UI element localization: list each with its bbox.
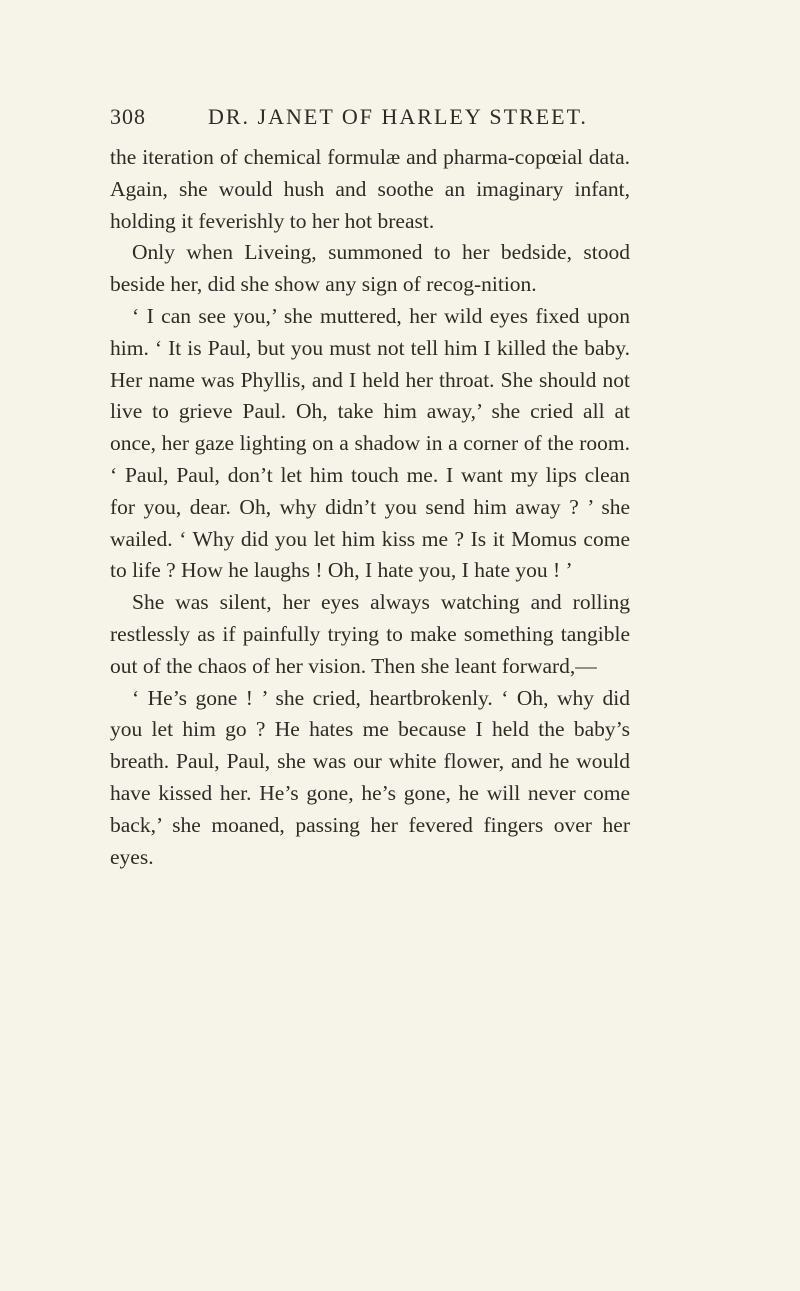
page-number: 308 [110, 104, 146, 129]
body-text [110, 142, 630, 873]
paragraph-3: ‘ I can see you,’ she muttered, her wild eyes fixed upon him. ‘ It is Paul, but you must not tell him I killed the baby. Her name was Phyllis, and I held her throat. She should not live to grieve Paul. Oh, take him away,’ she cried all at once, her gaze lighting on a shadow in a corner of the room. ‘ Paul, Paul, don’t let him touch me. I want my lips clean for you, dear. Oh, why didn’t you send him away ? ’ she wailed. ‘ Why did you let him kiss me ? Is it Momus come to life ? How he laughs ! Oh, I hate you, I hate you ! ’ [110, 303, 630, 583]
paragraph-4: She was silent, her eyes always watching and rolling restlessly as if painfully trying to make something tangible out of the chaos of her vision. Then she leant forward,— [110, 590, 630, 678]
paragraph-1: the iteration of chemical formulæ and pharma-copœial data. Again, she would hush and soothe an imaginary infant, holding it feverishly to her hot breast. [110, 145, 630, 233]
paragraph-5: ‘ He’s gone ! ’ she cried, heartbrokenly. ‘ Oh, why did you let him go ? He hates me because I held the baby’s breath. Paul, Paul, she was our white flower, and he would have kissed her. He’s gone, he’s gone, he will never come back,’ she moaned, passing her fevered fingers over her eyes. [110, 685, 630, 869]
running-title: DR. JANET OF HARLEY STREET. [208, 104, 588, 129]
page-header [110, 104, 630, 134]
paragraph-2: Only when Liveing, summoned to her bedside, stood beside her, did she show any sign of recog-nition. [110, 240, 630, 297]
